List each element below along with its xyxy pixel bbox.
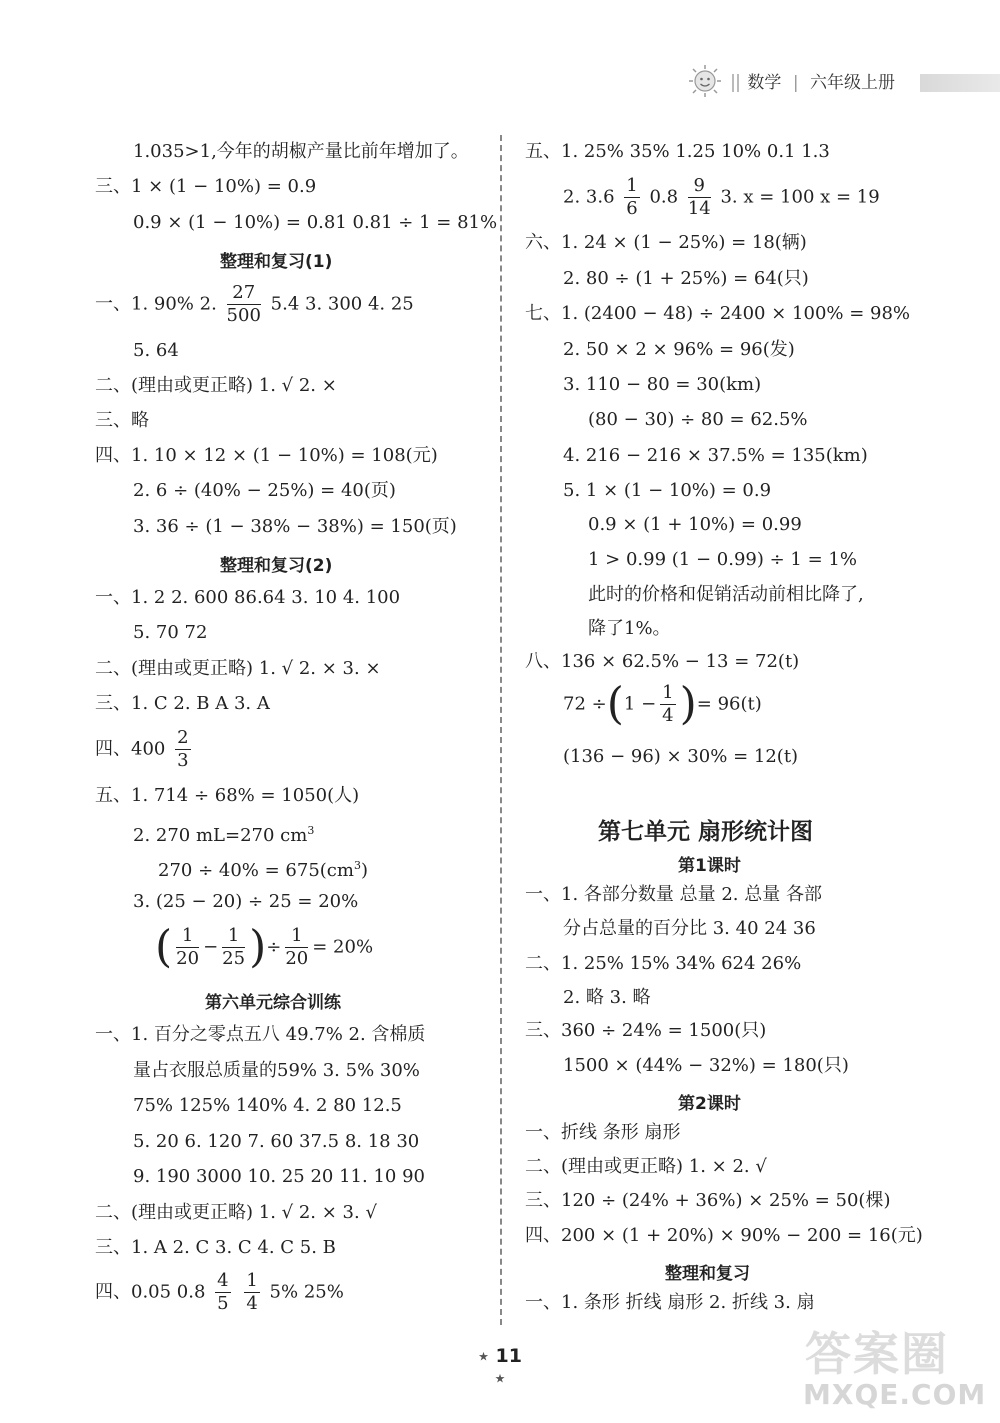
fraction-numerator: 1: [246, 1270, 258, 1291]
answer-line: [158, 855, 368, 882]
fraction: [215, 1270, 230, 1315]
fraction: [688, 175, 711, 220]
answer-line: 一、折线 条形 扇形: [525, 1122, 681, 1143]
unit-title: 第七单元 扇形统计图: [598, 819, 814, 845]
header-subject: 数学: [747, 73, 782, 93]
answer-line: 5. 1 × (1 − 10%) = 0.9: [563, 480, 772, 501]
answer-line: 2. 6 ÷ (40% − 25%) = 40(页): [133, 480, 396, 501]
fraction-numerator: 4: [217, 1270, 229, 1291]
answer-text: 270 ÷ 40% = 675(cm: [158, 860, 354, 881]
answer-line: [133, 820, 314, 847]
fraction-numerator: 1: [176, 925, 199, 948]
section-heading: 第1课时: [678, 856, 741, 876]
superscript: 3: [307, 824, 315, 837]
answer-text: 5.4 3. 300 4. 25: [270, 293, 414, 315]
fraction: [244, 1270, 259, 1315]
section-heading: 整理和复习: [665, 1264, 750, 1284]
fraction-denominator: 6: [626, 198, 638, 219]
answer-line-with-fraction: [95, 727, 195, 772]
fraction-denominator: 20: [176, 948, 200, 969]
answer-line: 5. 20 6. 120 7. 60 37.5 8. 18 30: [133, 1131, 420, 1152]
fraction-denominator: 25: [222, 948, 246, 969]
answer-line: 二、(理由或更正略) 1. √ 2. ×: [95, 375, 337, 396]
answer-line: 二、(理由或更正略) 1. √ 2. × 3. √: [95, 1202, 377, 1223]
answer-line-with-fraction: [563, 678, 762, 730]
answer-line: 1.035>1,今年的胡椒产量比前年增加了。: [133, 141, 469, 162]
fraction: [624, 175, 639, 220]
answer-line: 三、略: [95, 410, 149, 431]
star-icon: ★: [494, 1371, 506, 1386]
answer-line: 三、360 ÷ 24% = 1500(只): [525, 1020, 767, 1041]
fraction-numerator: 9: [688, 175, 711, 198]
header-grade: 六年级上册: [809, 73, 895, 93]
fraction-denominator: 4: [662, 705, 674, 726]
fraction-numerator: 1: [662, 682, 674, 703]
answer-line-with-fraction: [95, 1270, 344, 1315]
answer-line: 3. 36 ÷ (1 − 38% − 38%) = 150(页): [133, 516, 457, 537]
answer-line: 2. 略 3. 略: [563, 987, 651, 1008]
answer-line-with-fraction: ( $\frac{1}{20}$ − $\frac{1}{25}$ )÷ $\frac{1}{20}$ = 20%: [155, 921, 374, 973]
answer-line: (136 − 96) × 30% = 12(t): [563, 746, 799, 767]
watermark-logo: [795, 1318, 995, 1418]
fraction-numerator: 1: [222, 925, 245, 948]
answer-text: 2. 270 mL=270 cm: [133, 825, 308, 846]
answer-line: (80 − 30) ÷ 80 = 62.5%: [588, 409, 808, 430]
watermark-text: 答案圈: [805, 1327, 949, 1381]
page-footer: [470, 1345, 530, 1389]
left-paren: (: [606, 678, 624, 730]
star-icon: ★: [478, 1349, 489, 1364]
fraction: [660, 682, 675, 727]
answer-text: 72 ÷: [563, 693, 607, 715]
answer-line: 1 > 0.99 (1 − 0.99) ÷ 1 = 1%: [588, 549, 857, 570]
answer-text: = 20%: [312, 936, 374, 958]
answer-line: 3. 110 − 80 = 30(km): [563, 374, 762, 395]
answer-line: 三、120 ÷ (24% + 36%) × 25% = 50(棵): [525, 1190, 891, 1211]
answer-line: 降了1%。: [588, 618, 671, 639]
answer-line: 9. 190 3000 10. 25 20 11. 10 90: [133, 1166, 425, 1187]
section-heading: 第2课时: [678, 1094, 741, 1114]
column-divider: [500, 135, 502, 1325]
answer-line-with-fraction: [95, 282, 414, 327]
section-heading: 整理和复习(1): [220, 252, 333, 272]
answer-line: 四、1. 10 × 12 × (1 − 10%) = 108(元): [95, 445, 438, 466]
answer-line: 一、1. 条形 折线 扇形 2. 折线 3. 扇: [525, 1292, 815, 1313]
answer-text: 2. 3.6: [563, 186, 615, 208]
fraction-numerator: 2: [177, 727, 189, 748]
answer-line: 0.9 × (1 − 10%) = 0.81 0.81 ÷ 1 = 81%: [133, 212, 498, 233]
fraction-numerator: 1: [285, 925, 308, 948]
section-heading: 第六单元综合训练: [205, 993, 341, 1013]
sun-mascot-icon: [688, 64, 722, 98]
fraction-numerator: 27: [227, 282, 261, 305]
answer-line: 五、1. 714 ÷ 68% = 1050(人): [95, 785, 360, 806]
answer-line: 一、1. 百分之零点五八 49.7% 2. 含棉质: [95, 1024, 426, 1045]
answer-line: 六、1. 24 × (1 − 25%) = 18(辆): [525, 232, 807, 253]
right-paren: ): [249, 921, 267, 973]
page-number: 11: [495, 1345, 522, 1367]
header-text: 数学 | 六年级上册: [732, 68, 895, 93]
fraction-denominator: 500: [226, 305, 261, 326]
right-paren: ): [679, 678, 697, 730]
answer-line: 五、1. 25% 35% 1.25 10% 0.1 1.3: [525, 141, 830, 162]
answer-line: 2. 80 ÷ (1 + 25%) = 64(只): [563, 268, 809, 289]
answer-line: 量占衣服总质量的59% 3. 5% 30%: [133, 1060, 420, 1081]
answer-text: 5% 25%: [269, 1281, 344, 1303]
answer-line: 七、1. (2400 − 48) ÷ 2400 × 100% = 98%: [525, 303, 911, 324]
answer-line: 4. 216 − 216 × 37.5% = 135(km): [563, 445, 868, 466]
answer-line: 三、1. A 2. C 3. C 4. C 5. B: [95, 1237, 336, 1258]
answer-text: 四、400: [95, 738, 166, 760]
page-header: [680, 62, 1000, 106]
answer-line: 三、1. C 2. B A 3. A: [95, 693, 270, 714]
answer-line-with-fraction: [563, 175, 880, 220]
answer-line: 三、1 × (1 − 10%) = 0.9: [95, 176, 317, 197]
header-band: [920, 74, 1000, 92]
fraction: [176, 925, 199, 970]
answer-line: 二、(理由或更正略) 1. √ 2. × 3. ×: [95, 658, 381, 679]
fraction: [175, 727, 190, 772]
answer-line: 四、200 × (1 + 20%) × 90% − 200 = 16(元): [525, 1225, 923, 1246]
answer-line: 0.9 × (1 + 10%) = 0.99: [588, 514, 802, 535]
fraction-numerator: 1: [626, 175, 638, 196]
left-paren: (: [155, 921, 173, 973]
answer-line: 二、(理由或更正略) 1. × 2. √: [525, 1156, 767, 1177]
answer-text: 0.8: [649, 186, 679, 208]
answer-text: = 96(t): [696, 693, 762, 715]
answer-line: 1500 × (44% − 32%) = 180(只): [563, 1055, 849, 1076]
answer-line: 75% 125% 140% 4. 2 80 12.5: [133, 1095, 402, 1116]
answer-line: 3. (25 − 20) ÷ 25 = 20%: [133, 891, 359, 912]
answer-text: 3. x = 100 x = 19: [720, 186, 880, 208]
header-divider: [732, 73, 742, 93]
answer-line: 二、1. 25% 15% 34% 624 26%: [525, 953, 802, 974]
answer-line: 八、136 × 62.5% − 13 = 72(t): [525, 651, 800, 672]
fraction-denominator: 4: [246, 1293, 258, 1314]
answer-line: 5. 64: [133, 340, 179, 361]
fraction-denominator: 5: [217, 1293, 229, 1314]
answer-text: 一、1. 90% 2.: [95, 293, 217, 315]
section-heading: 整理和复习(2): [220, 556, 333, 576]
fraction-denominator: 20: [285, 948, 309, 969]
answer-line: 2. 50 × 2 × 96% = 96(发): [563, 339, 795, 360]
watermark-url: MXQE.COM: [803, 1378, 987, 1411]
answer-text: 1 −: [623, 693, 657, 715]
answer-line: 此时的价格和促销活动前相比降了,: [588, 584, 864, 605]
answer-text: ): [360, 860, 368, 881]
answer-line: 5. 70 72: [133, 622, 208, 643]
superscript: 3: [353, 859, 361, 872]
answer-line: 分占总量的百分比 3. 40 24 36: [563, 918, 816, 939]
fraction: [285, 925, 308, 970]
fraction-denominator: 14: [687, 198, 711, 219]
fraction: [222, 925, 245, 970]
answer-line: 一、1. 2 2. 600 86.64 3. 10 4. 100: [95, 587, 401, 608]
answer-text: 四、0.05 0.8: [95, 1281, 206, 1303]
fraction: [227, 282, 261, 327]
fraction-denominator: 3: [177, 750, 189, 771]
answer-line: 一、1. 各部分数量 总量 2. 总量 各部: [525, 884, 822, 905]
